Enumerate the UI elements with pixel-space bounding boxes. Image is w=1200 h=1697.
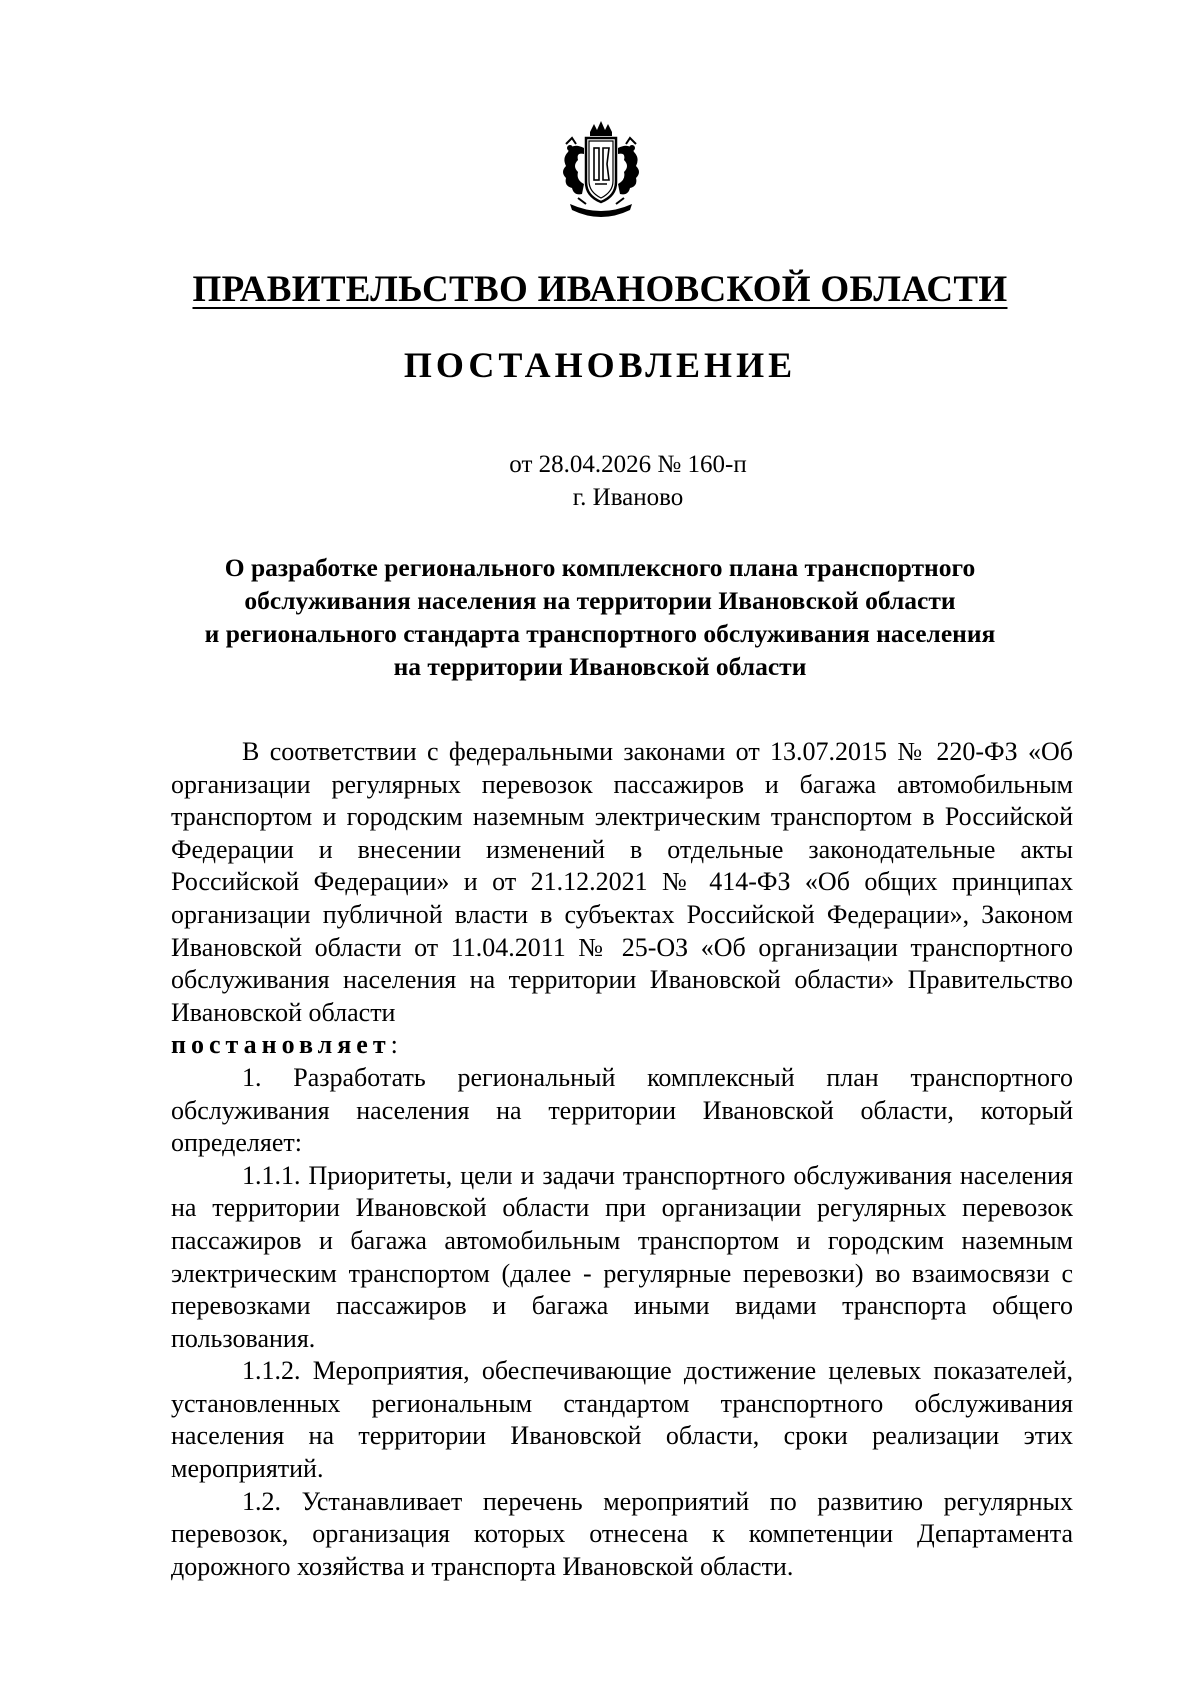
- document-type: ПОСТАНОВЛЕНИЕ: [403, 345, 797, 385]
- preamble-paragraph: [171, 736, 1073, 1062]
- subject-line: обслуживания населения на территории Ивановской области: [244, 586, 956, 615]
- date-number: от 28.04.2026 № 160-п: [509, 451, 747, 478]
- item-1-2: 1.2. Устанавливает перечень мероприятий по развитию регулярных перевозок, организация которых отнесена к компетенции Департамента дорожного хозяйства и транспорта Ивановской области.: [171, 1486, 1073, 1581]
- coat-of-arms-icon: [556, 118, 646, 226]
- subject-line: О разработке регионального комплексного плана транспортного: [224, 553, 976, 582]
- item-1: 1. Разработать региональный комплексный план транспортного обслуживания населения на территории Ивановской области, который определяет:: [171, 1062, 1073, 1158]
- city: г. Иваново: [572, 484, 684, 511]
- government-name-text: ПРАВИТЕЛЬСТВО ИВАНОВСКОЙ ОБЛАСТИ: [192, 269, 1008, 310]
- document-subject: [120, 551, 1080, 683]
- document-body: [171, 736, 1073, 1583]
- government-name: [0, 268, 1200, 312]
- resolve-colon: :: [390, 1030, 398, 1060]
- item-1-1-2: 1.1.2. Мероприятия, обеспечивающие достижение целевых показателей, установленных региональным стандартом транспортного обслуживания населения на территории Ивановской области, сроки реализации этих мероприятий.: [171, 1356, 1073, 1484]
- subject-line: и регионального стандарта транспортного обслуживания населения: [204, 619, 996, 648]
- subject-line: на территории Ивановской области: [393, 652, 807, 681]
- resolve-word: постановляет: [171, 1030, 391, 1060]
- preamble-text: В соответствии с федеральными законами от 13.07.2015 № 220-ФЗ «Об организации регулярных перевозок пассажиров и багажа автомобильным транспортом и городским наземным электрическим транспортом в Российской Федерации и внесении изменений в отдельные законодательные акты Российской Федерации» и от 21.12.2021 № 414-ФЗ «Об общих принципах организации публичной власти в субъектах Российской Федерации», Законом Ивановской области от 11.04.2011 № 25-ОЗ «Об организации транспортного обслуживания населения на территории Ивановской области» Правительство Ивановской области: [171, 737, 1073, 1027]
- item-1-1-1: 1.1.1. Приоритеты, цели и задачи транспортного обслуживания населения на территории Ивановской области при организации регулярных перевозок пассажиров и багажа автомобильным транспортом и городским наземным электрическим транспортом (далее - регулярные перевозки) во взаимосвязи с перевозками пассажиров и багажа иными видами транспорта общего пользования.: [171, 1160, 1073, 1353]
